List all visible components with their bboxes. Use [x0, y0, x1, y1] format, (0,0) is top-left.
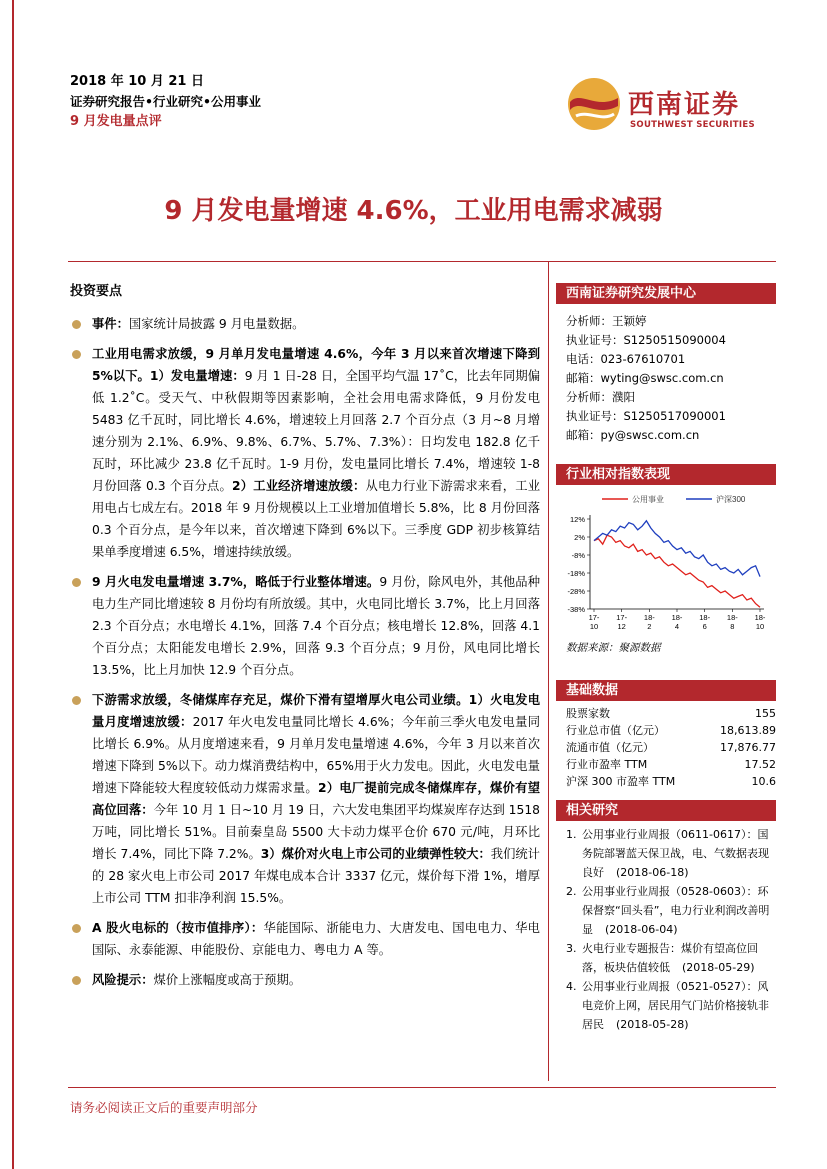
footer-divider	[68, 1087, 776, 1088]
item-title: 火电行业专题报告：煤价有望高位回落，板块估值较低	[582, 942, 758, 974]
row-label: 流通市值（亿元）	[566, 741, 654, 754]
bullet-dot-icon	[72, 320, 81, 329]
bullet-text-2: 从电力行业下游需求来看，工业用电占七成左右。2018 年 9 月份规模以上工业增加值增长 5.8%，比 8 月份回落 0.3 个百分点，是今年以来，首次增速下降到 6%以下。三季度 GDP 初步核算结果单季度增速 6.5%，增速持续放缓。	[92, 479, 540, 559]
x-tick-label: 18-	[643, 613, 655, 622]
bullet-text-3: 我们统计的 28 家火电上市公司 2017 年煤电成本合计 3337 亿元，煤价每下滑 1%，增厚上市公司 TTM 扣非净利润 15.5%。	[92, 847, 540, 905]
bullet-text: 华能国际、浙能电力、大唐发电、国电电力、华电国际、永泰能源、申能股份、京能电力、粤电力 A 等。	[92, 921, 540, 957]
left-accent-line	[12, 0, 14, 1169]
y-tick-label: -28%	[567, 587, 585, 596]
bullet-event	[70, 313, 540, 335]
analyst-line: 分析师：濮阳	[566, 390, 635, 404]
row-value: 17.52	[744, 758, 776, 771]
row-value: 18,613.89	[720, 724, 776, 737]
bullet-dot-icon	[72, 976, 81, 985]
x-tick-label: 12	[617, 622, 626, 631]
bullet-risk	[70, 969, 540, 991]
bullet-downstream	[70, 689, 540, 909]
bullet-lead: 9 月火电发电量增速 3.7%，略低于行业整体增速。	[92, 575, 380, 589]
page-title: 9 月发电量增速 4.6%，工业用电需求减弱	[164, 196, 663, 226]
legend-label: 沪深300	[716, 495, 746, 504]
logo-mark-icon	[566, 76, 622, 132]
y-tick-label: -38%	[567, 605, 585, 614]
table-row	[566, 756, 776, 773]
row-label: 行业总市值（亿元）	[566, 724, 665, 737]
footer-disclaimer: 请务必阅读正文后的重要声明部分	[70, 1100, 258, 1115]
bullet-lead: 风险提示：	[92, 973, 154, 987]
row-label: 行业市盈率 TTM	[566, 758, 648, 771]
bullet-targets	[70, 917, 540, 961]
item-title: 公用事业行业周报（0528-0603）：环保督察“回头看”，电力行业利润改善明显	[582, 885, 770, 936]
item-date: (2018-06-04)	[605, 923, 678, 936]
basic-data-title: 基础数据	[556, 680, 776, 701]
relative-index-chart	[556, 485, 776, 635]
list-item[interactable]	[566, 977, 776, 1034]
section-heading: 投资要点	[70, 284, 123, 299]
y-tick-label: 2%	[574, 533, 585, 542]
analyst-line: 执业证号：S1250517090001	[566, 409, 726, 423]
x-tick-label: 18-	[726, 613, 738, 622]
bullet-text: 9 月 1 日-28 日，全国平均气温 17˚C，比去年同期偏低 1.2˚C。受天气、中秋假期等因素影响，全社会用电需求降低，9 月份发电 5483 亿千瓦时，同比增长 4.6%，增速较上月回落 2.7 个百分点（3 月~8 月增速分别为 2.1%、6.9%、9.8%、6.7%、5.7%、7.3%）：日均发电 182.8 亿千瓦时，环比减少 23.8 亿千瓦时。1-9 月份，发电量同比增长 7.4%，增速较 1-8 月份回落 0.3 个百分点。	[92, 369, 540, 493]
basic-data-panel	[556, 680, 776, 790]
x-tick-label: 2	[647, 622, 652, 631]
company-logo	[566, 76, 776, 140]
chart-title: 行业相对指数表现	[556, 464, 776, 485]
table-row	[566, 722, 776, 739]
bullet-text: 煤价上涨幅度或高于预期。	[153, 973, 302, 987]
bullet-text: 2017 年火电发电量同比增长 4.6%；今年前三季火电发电量同比增长 6.9%。从月度增速来看，9 月单月发电量增速 4.6%，今年 3 月以来首次增速下降到 5%以下。动力煤消费结构中，65%用于火力发电。因此，火电发电量增速下降能较大程度较低动力煤需求量。	[92, 715, 540, 795]
logo-en-text: SOUTHWEST SECURITIES	[630, 120, 755, 130]
bullet-lead-3: 3）煤价对火电上市公司的业绩弹性较大：	[260, 847, 491, 861]
table-row	[566, 739, 776, 756]
report-header	[70, 72, 261, 132]
bullet-lead-2: 2）工业经济增速放缓：	[232, 479, 366, 493]
bullet-dot-icon	[72, 350, 81, 359]
analyst-line: 邮箱：wyting@swsc.com.cn	[566, 371, 724, 385]
item-number: 4.	[566, 980, 577, 993]
table-row	[566, 705, 776, 722]
item-number: 2.	[566, 885, 577, 898]
analyst-line: 执业证号：S1250515090004	[566, 333, 726, 347]
analyst-line: 分析师：王颖婷	[566, 314, 647, 328]
x-tick-label: 10	[589, 622, 599, 631]
related-research-title: 相关研究	[556, 800, 776, 821]
item-date: (2018-05-28)	[616, 1018, 689, 1031]
list-item[interactable]	[566, 939, 776, 977]
report-date: 2018 年 10 月 21 日	[70, 74, 204, 89]
bullet-lead: A 股火电标的（按市值排序）：	[92, 921, 264, 935]
x-tick-label: 6	[702, 622, 707, 631]
bullet-lead: 事件：	[92, 317, 129, 331]
x-tick-label: 4	[674, 622, 680, 631]
bullet-lead: 工业用电需求放缓，9 月单月发电量增速 4.6%，今年 3 月以来首次增速下降到 5%以下。1）发电量增速：	[92, 347, 540, 383]
x-tick-label: 18-	[699, 613, 711, 622]
row-value: 17,876.77	[720, 741, 776, 754]
column-divider	[548, 261, 549, 1081]
analyst-panel	[556, 283, 776, 445]
item-number: 1.	[566, 828, 577, 841]
item-title: 公用事业行业周报（0611-0617）：国务院部署蓝天保卫战，电、气数据表现良好	[582, 828, 769, 879]
bullet-thermal-growth	[70, 571, 540, 681]
bullet-text: 9 月份，除风电外，其他品种电力生产同比增速较 8 月份均有所放缓。其中，火电同比增长 3.7%，比上月回落 2.3 个百分点；水电增长 4.1%，回落 7.4 个百分点；核电增长 12.8%，回落 4.1 个百分点；太阳能发电增长 2.9%，回落 9.3 个百分点；9 月份，风电同比增长 13.5%，比上月加快 12.9 个百分点。	[92, 575, 540, 677]
bullet-industrial-demand	[70, 343, 540, 563]
title-divider	[68, 261, 776, 262]
x-tick-label: 17-	[616, 613, 628, 622]
x-tick-label: 18-	[671, 613, 683, 622]
related-research-panel	[556, 800, 776, 1034]
y-tick-label: -8%	[571, 551, 585, 560]
bullet-text: 国家统计局披露 9 月电量数据。	[128, 317, 305, 331]
legend-label: 公用事业	[632, 495, 664, 504]
bullet-dot-icon	[72, 924, 81, 933]
item-number: 3.	[566, 942, 577, 955]
y-tick-label: 12%	[569, 515, 585, 524]
list-item[interactable]	[566, 882, 776, 939]
row-value: 155	[755, 707, 776, 720]
item-title: 公用事业行业周报（0521-0527）：风电竞价上网，居民用气门站价格接轨非居民	[582, 980, 769, 1031]
analyst-line: 邮箱：py@swsc.com.cn	[566, 428, 700, 442]
analyst-line: 电话：023-67610701	[566, 352, 686, 366]
bullet-text-2: 今年 10 月 1 日~10 月 19 日，六大发电集团平均煤炭库存达到 1518 万吨，同比增长 51%。目前秦皇岛 5500 大卡动力煤平仓价 670 元/吨，月环比增长 7.4%，同比下降 7.2%。	[92, 803, 540, 861]
index-chart-panel	[556, 464, 776, 655]
chart-source: 数据来源：聚源数据	[566, 642, 661, 654]
x-tick-label: 18-	[754, 613, 766, 622]
bullet-lead: 下游需求放缓，冬储煤库存充足，煤价下滑有望增厚火电公司业绩。1）火电发电量月度增速放缓：	[92, 693, 540, 729]
bullet-lead-2: 2）电厂提前完成冬储煤库存，煤价有望高位回落：	[92, 781, 540, 817]
row-label: 股票家数	[566, 707, 610, 720]
item-date: (2018-05-29)	[682, 961, 755, 974]
report-subtitle: 9 月发电量点评	[70, 114, 162, 129]
related-list	[556, 825, 776, 1034]
investment-highlights	[70, 280, 540, 999]
row-value: 10.6	[751, 775, 776, 788]
row-label: 沪深 300 市盈率 TTM	[566, 775, 676, 788]
bullet-dot-icon	[72, 696, 81, 705]
table-row	[566, 773, 776, 790]
research-center-title: 西南证券研究发展中心	[556, 283, 776, 304]
list-item[interactable]	[566, 825, 776, 882]
logo-cn-text: 西南证券	[628, 90, 741, 120]
bullet-dot-icon	[72, 578, 81, 587]
item-date: (2018-06-18)	[616, 866, 689, 879]
x-tick-label: 8	[730, 622, 735, 631]
x-tick-label: 10	[755, 622, 765, 631]
x-tick-label: 17-	[588, 613, 600, 622]
basic-data-table	[566, 705, 776, 790]
y-tick-label: -18%	[567, 569, 585, 578]
report-type: 证券研究报告•行业研究•公用事业	[70, 94, 261, 109]
